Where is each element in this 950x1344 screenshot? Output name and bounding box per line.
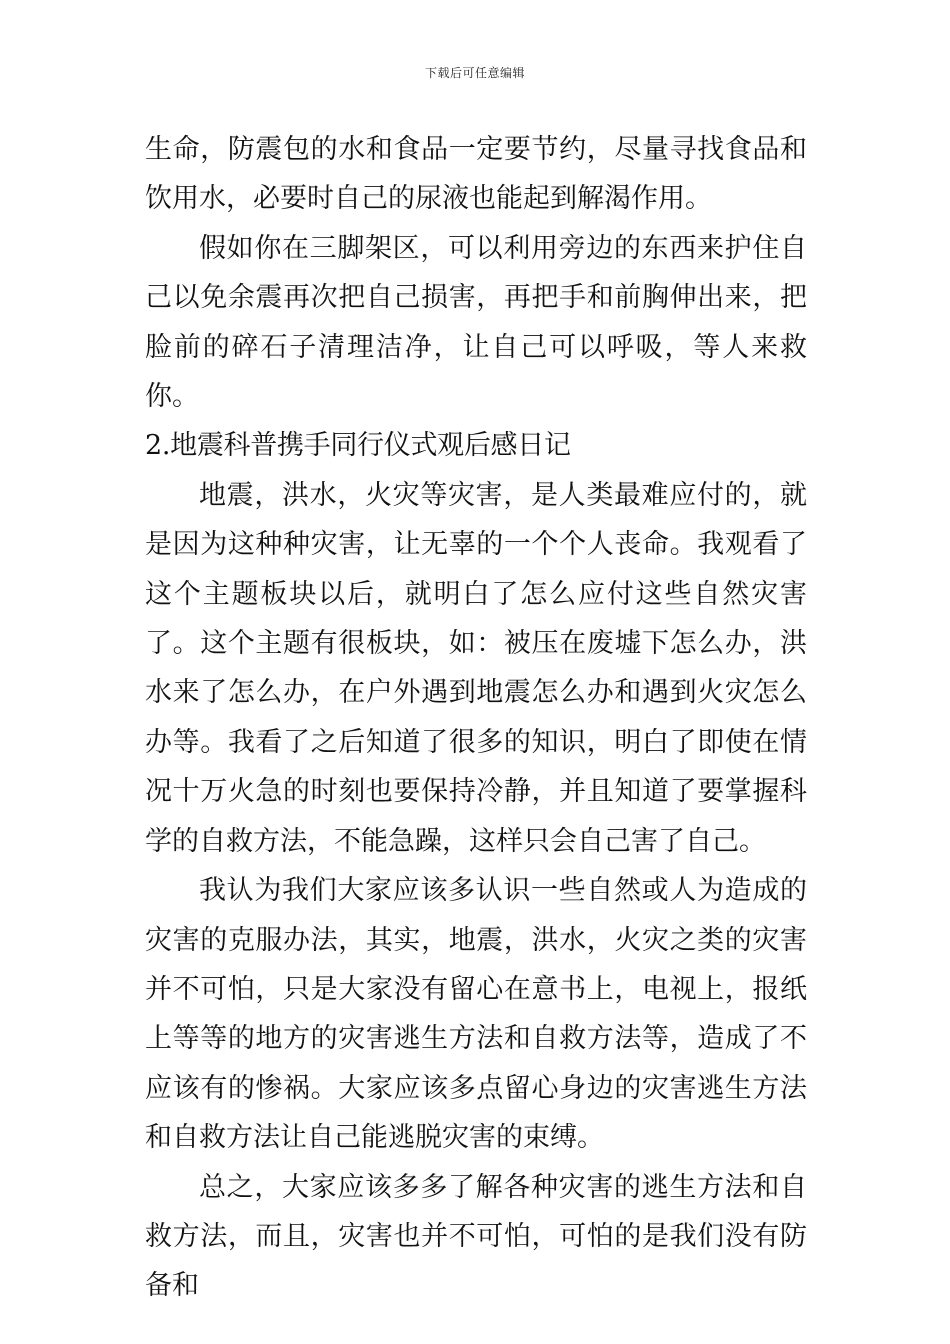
paragraph-continuation: 生命，防震包的水和食品一定要节约，尽量寻找食品和饮用水，必要时自己的尿液也能起到解渴作用。 [145,134,807,215]
paragraph: 总之，大家应该多多了解各种灾害的逃生方法和自救方法，而且，灾害也并不可怕，可怕的是我们没有防备和 [145,1171,807,1302]
page-header: 下载后可任意编辑 [424,66,525,80]
paragraph: 地震，洪水，火灾等灾害，是人类最难应付的，就是因为这种种灾害，让无辜的一个个人丧命。我观看了这个主题板块以后，就明白了怎么应付这些自然灾害了。这个主题有很板块，如：被压在废墟下怎么办，洪水来了怎么办，在户外遇到地震怎么办和遇到火灾怎么办等。我看了之后知道了很多的知识，明白了即使在情况十万火急的时刻也要保持冷静，并且知道了要掌握科学的自救方法，不能急躁，这样只会自己害了自己。 [145,479,807,857]
section-heading: 2.地震科普携手同行仪式观后感日记 [145,430,571,462]
paragraph: 假如你在三脚架区，可以利用旁边的东西来护住自己以免余震再次把自己损害，再把手和前胸伸出来，把脸前的碎石子清理洁净，让自己可以呼吸，等人来救你。 [145,232,807,413]
paragraph: 我认为我们大家应该多认识一些自然或人为造成的灾害的克服办法，其实，地震，洪水，火灾之类的灾害并不可怕，只是大家没有留心在意书上，电视上，报纸上等等的地方的灾害逃生方法和自救方法等，造成了不应该有的惨祸。大家应该多点留心身边的灾害逃生方法和自救方法让自己能逃脱灾害的束缚。 [145,875,807,1154]
document-body [145,125,807,1311]
